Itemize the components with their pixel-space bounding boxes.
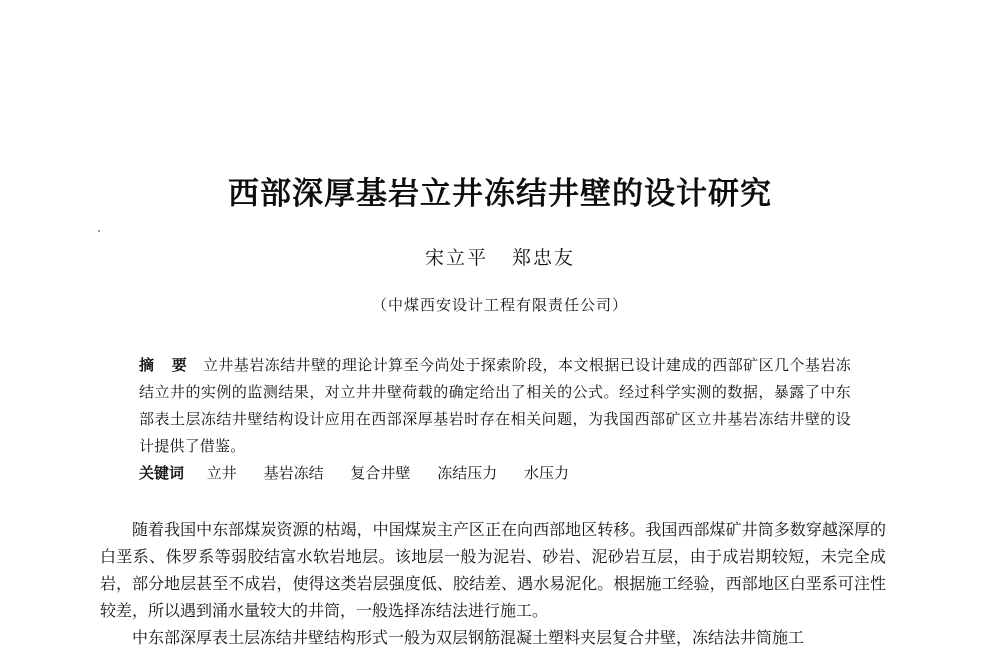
body-text bbox=[100, 516, 886, 651]
keywords-label: 关键词 bbox=[139, 464, 185, 482]
keyword: 复合井壁 bbox=[350, 464, 411, 482]
keyword: 水压力 bbox=[523, 464, 569, 482]
keyword: 冻结压力 bbox=[437, 464, 498, 482]
abstract-text: 立井基岩冻结井壁的理论计算至今尚处于探索阶段，本文根据已设计建成的西部矿区几个基岩冻结立井的实例的监测结果，对立井井壁荷载的确定给出了相关的公式。经过科学实测的数据，暴露了中东部表土层冻结井壁结构设计应用在西部深厚基岩时存在相关问题，为我国西部矿区立井基岩冻结井壁的设计提供了借鉴。 bbox=[139, 356, 851, 455]
paper-affiliation: （中煤西安设计工程有限责任公司） bbox=[371, 296, 628, 314]
keyword: 基岩冻结 bbox=[263, 464, 324, 482]
scan-speck bbox=[98, 230, 100, 232]
paper-title: 西部深厚基岩立井冻结井壁的设计研究 bbox=[228, 176, 772, 212]
abstract bbox=[139, 352, 851, 460]
keywords bbox=[139, 460, 851, 487]
body-paragraph: 随着我国中东部煤炭资源的枯竭，中国煤炭主产区正在向西部地区转移。我国西部煤矿井筒多数穿越深厚的白垩系、侏罗系等弱胶结富水软岩地层。该地层一般为泥岩、砂岩、泥砂岩互层，由于成岩期较短，未完全成岩，部分地层甚至不成岩，使得这类岩层强度低、胶结差、遇水易泥化。根据施工经验，西部地区白垩系可注性较差，所以遇到涌水量较大的井筒，一般选择冻结法进行施工。 bbox=[100, 520, 886, 620]
abstract-label: 摘 要 bbox=[139, 356, 193, 374]
keyword: 立井 bbox=[206, 464, 237, 482]
body-paragraph: 中东部深厚表土层冻结井壁结构形式一般为双层钢筋混凝土塑料夹层复合井壁，冻结法井筒施工 bbox=[132, 628, 805, 647]
paper-authors: 宋立平 郑忠友 bbox=[424, 247, 576, 269]
